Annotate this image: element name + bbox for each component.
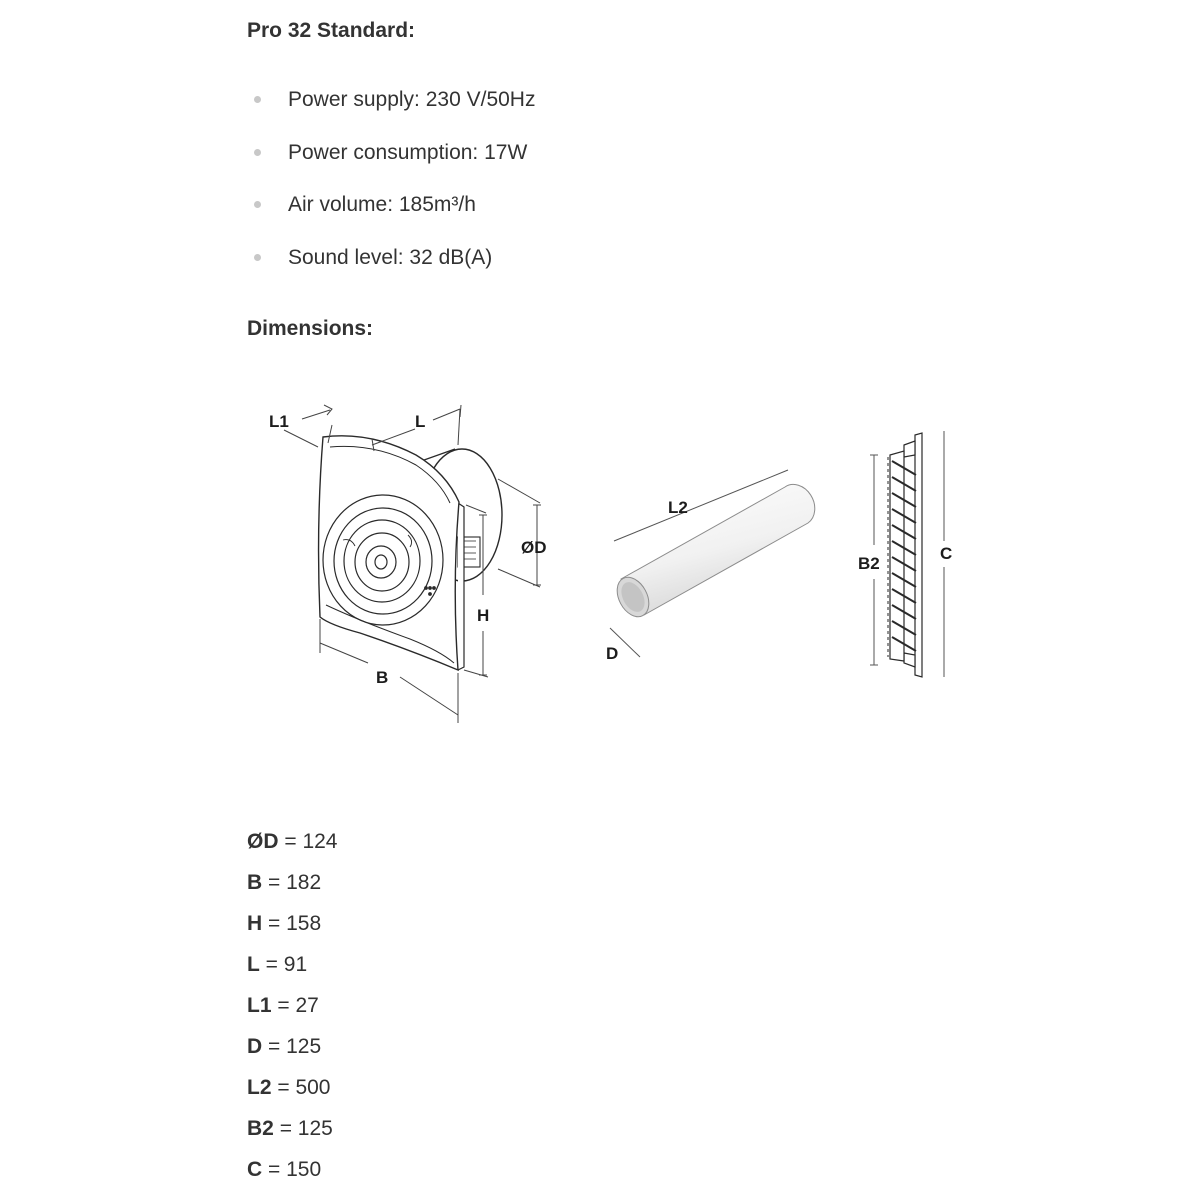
fan-illustration (319, 436, 502, 670)
dimension-key: L2 (247, 1076, 272, 1099)
dimension-value: 158 (286, 912, 322, 935)
list-item: D = 125 (247, 1035, 322, 1058)
dimension-key: D (247, 1035, 263, 1058)
label-l: L (415, 412, 426, 431)
dimension-key: B2 (247, 1117, 274, 1140)
dimension-value: 125 (286, 1035, 322, 1058)
list-item: B2 = 125 (247, 1117, 333, 1140)
list-item: L1 = 27 (247, 994, 319, 1017)
dimension-value: 150 (286, 1158, 322, 1181)
spec-item-text: Air volume: 185m³/h (288, 193, 476, 217)
dimensions-title: Dimensions: (247, 317, 374, 340)
label-c: C (940, 544, 953, 563)
spec-item-text: Power supply: 230 V/50Hz (288, 88, 536, 111)
spec-title: Pro 32 Standard: (247, 19, 416, 42)
label-l1: L1 (269, 412, 289, 431)
bullet-icon (254, 254, 261, 261)
list-item (247, 193, 535, 246)
label-h: H (477, 606, 490, 625)
spec-list (247, 88, 535, 298)
dimension-key: B (247, 871, 263, 894)
list-item (247, 141, 535, 194)
dimension-value: 124 (302, 830, 338, 853)
dimension-value: 91 (283, 953, 308, 976)
bullet-icon (254, 96, 261, 103)
bullet-icon (254, 149, 261, 156)
list-item (247, 88, 535, 141)
spec-item-text: Sound level: 32 dB(A) (288, 245, 493, 269)
list-item (247, 246, 535, 299)
label-od: ØD (521, 538, 547, 557)
label-b: B (376, 668, 389, 687)
list-item: ØD = 124 (247, 830, 338, 853)
bullet-icon (254, 201, 261, 208)
grille-illustration (888, 433, 922, 677)
grille-dimension-lines (870, 431, 944, 677)
dimension-value: 27 (295, 994, 319, 1017)
label-b2: B2 (858, 554, 880, 573)
label-l2: L2 (668, 498, 688, 517)
dimension-key: C (247, 1158, 263, 1181)
dimension-key: ØD (247, 830, 279, 853)
dimension-value: 125 (297, 1117, 333, 1140)
dimension-diagram (240, 395, 970, 740)
list-item: H = 158 (247, 912, 322, 935)
dimension-key: H (247, 912, 263, 935)
label-d: D (606, 644, 619, 663)
list-item: L = 91 (247, 953, 308, 976)
list-item: L2 = 500 (247, 1076, 331, 1099)
spec-item-text: Power consumption: 17W (288, 140, 528, 164)
duct-pipe-illustration (611, 484, 815, 622)
dimension-key: L (247, 953, 260, 976)
dimension-key: L1 (247, 994, 272, 1017)
dimension-value: 500 (295, 1076, 331, 1099)
list-item: C = 150 (247, 1158, 322, 1181)
list-item: B = 182 (247, 871, 322, 894)
dimension-value: 182 (286, 871, 322, 894)
dimension-values-list (247, 830, 337, 1199)
